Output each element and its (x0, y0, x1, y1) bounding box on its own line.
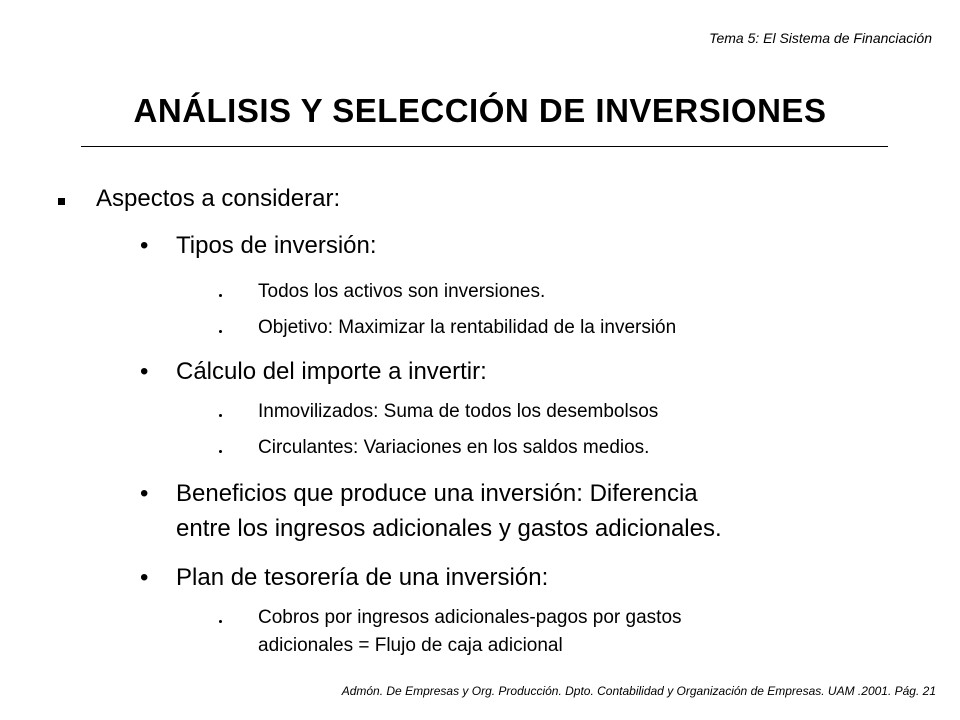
slide-title: ANÁLISIS Y SELECCIÓN DE INVERSIONES (133, 92, 827, 129)
subitem-inmovilizados: Inmovilizados: Suma de todos los desembolsos (258, 401, 659, 422)
subitem-cobros-line1: Cobros por ingresos adicionales-pagos por gastos (258, 607, 682, 628)
title-divider (81, 146, 888, 147)
small-bullet-icon (219, 414, 222, 417)
item-calculo-importe: Cálculo del importe a invertir: (176, 358, 487, 385)
item-beneficios-line1: Beneficios que produce una inversión: Diferencia (176, 480, 698, 507)
subitem-activos: Todos los activos son inversiones. (258, 281, 546, 302)
bullet-icon: • (140, 564, 149, 591)
item-beneficios-line2: entre los ingresos adicionales y gastos adicionales. (176, 515, 722, 542)
subitem-objetivo: Objetivo: Maximizar la rentabilidad de la inversión (258, 317, 677, 338)
footer-text: Admón. De Empresas y Org. Producción. Dpto. Contabilidad y Organización de Empresas. UAM .2001. Pág. 21 (341, 684, 936, 698)
small-bullet-icon (219, 450, 222, 453)
item-tipos-inversion: Tipos de inversión: (176, 232, 377, 259)
subitem-circulantes: Circulantes: Variaciones en los saldos medios. (258, 437, 650, 458)
bullet-icon: • (140, 480, 149, 507)
small-bullet-icon (219, 294, 222, 297)
square-bullet-icon (58, 198, 65, 205)
header-topic: Tema 5: El Sistema de Financiación (709, 30, 932, 46)
bullet-icon: • (140, 232, 149, 259)
subitem-cobros-line2: adicionales = Flujo de caja adicional (258, 635, 563, 656)
bullet-icon: • (140, 358, 149, 385)
small-bullet-icon (219, 620, 222, 623)
item-plan-tesoreria: Plan de tesorería de una inversión: (176, 564, 549, 591)
main-point: Aspectos a considerar: (96, 185, 341, 212)
small-bullet-icon (219, 330, 222, 333)
